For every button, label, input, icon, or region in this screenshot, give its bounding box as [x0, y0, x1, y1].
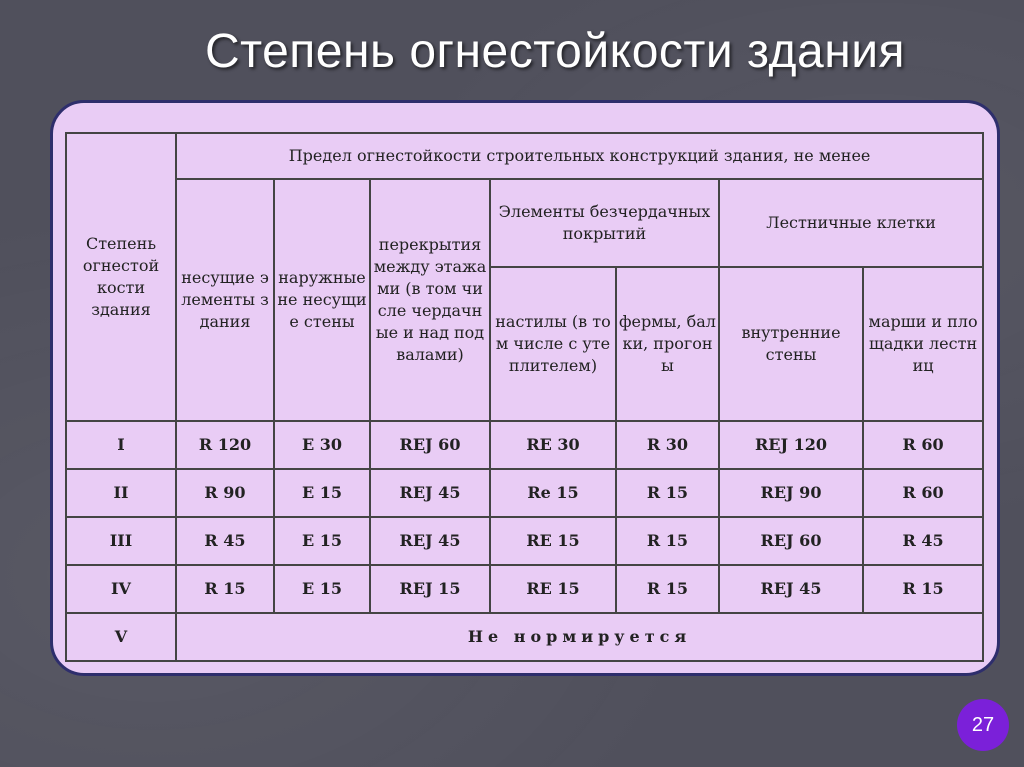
- table-cell: REJ 45: [719, 565, 863, 613]
- header-group-roof: Элементы безчердачных покрытий: [490, 179, 719, 267]
- table-cell: R 60: [863, 421, 983, 469]
- table-cell: RE 30: [490, 421, 616, 469]
- table-cell: E 15: [274, 517, 370, 565]
- table-cell: E 30: [274, 421, 370, 469]
- header-outer-walls: наружные не несущие стены: [274, 179, 370, 421]
- table-cell: R 30: [616, 421, 719, 469]
- not-regulated-note: Не нормируется: [176, 613, 983, 661]
- table-cell: REJ 120: [719, 421, 863, 469]
- table-cell: E 15: [274, 469, 370, 517]
- table-row: [66, 469, 983, 517]
- header-group-resistance: Предел огнестойкости строительных конструкций здания, не менее: [176, 133, 983, 179]
- row-degree: V: [66, 613, 176, 661]
- table-cell: R 60: [863, 469, 983, 517]
- table-cell: R 15: [616, 517, 719, 565]
- slide-title: Степень огнестойкости здания: [204, 25, 906, 78]
- row-degree: IV: [66, 565, 176, 613]
- row-degree: III: [66, 517, 176, 565]
- table-cell: R 15: [616, 565, 719, 613]
- header-floors: перекрытия между этажами (в том числе чердачные и над подвалами): [370, 179, 490, 421]
- table-row: [66, 613, 983, 661]
- table-cell: E 15: [274, 565, 370, 613]
- table-row: [66, 565, 983, 613]
- table-cell: R 15: [616, 469, 719, 517]
- slide-number-badge: 27: [957, 699, 1009, 751]
- table-row: [66, 517, 983, 565]
- table-cell: RE 15: [490, 565, 616, 613]
- header-load-bearing: несущие элементы здания: [176, 179, 274, 421]
- row-degree: II: [66, 469, 176, 517]
- table-cell: R 45: [176, 517, 274, 565]
- table-cell: R 45: [863, 517, 983, 565]
- table-row: [66, 421, 983, 469]
- header-roof-trusses: фермы, балки, прогоны: [616, 267, 719, 421]
- table-cell: REJ 15: [370, 565, 490, 613]
- header-stair-walls: внутренние стены: [719, 267, 863, 421]
- table-cell: R 90: [176, 469, 274, 517]
- table-cell: Re 15: [490, 469, 616, 517]
- table-cell: REJ 60: [719, 517, 863, 565]
- table-cell: REJ 90: [719, 469, 863, 517]
- table-cell: REJ 45: [370, 469, 490, 517]
- row-degree: I: [66, 421, 176, 469]
- header-group-stairs: Лестничные клетки: [719, 179, 983, 267]
- table-cell: R 15: [863, 565, 983, 613]
- table-cell: R 120: [176, 421, 274, 469]
- table-cell: RE 15: [490, 517, 616, 565]
- table-cell: REJ 45: [370, 517, 490, 565]
- header-degree: Степень огнестой кости здания: [66, 133, 176, 421]
- table-cell: R 15: [176, 565, 274, 613]
- header-roof-decks: настилы (в том числе с утеплителем): [490, 267, 616, 421]
- fire-resistance-table: [65, 132, 984, 662]
- table-cell: REJ 60: [370, 421, 490, 469]
- header-stair-flights: марши и площадки лестниц: [863, 267, 983, 421]
